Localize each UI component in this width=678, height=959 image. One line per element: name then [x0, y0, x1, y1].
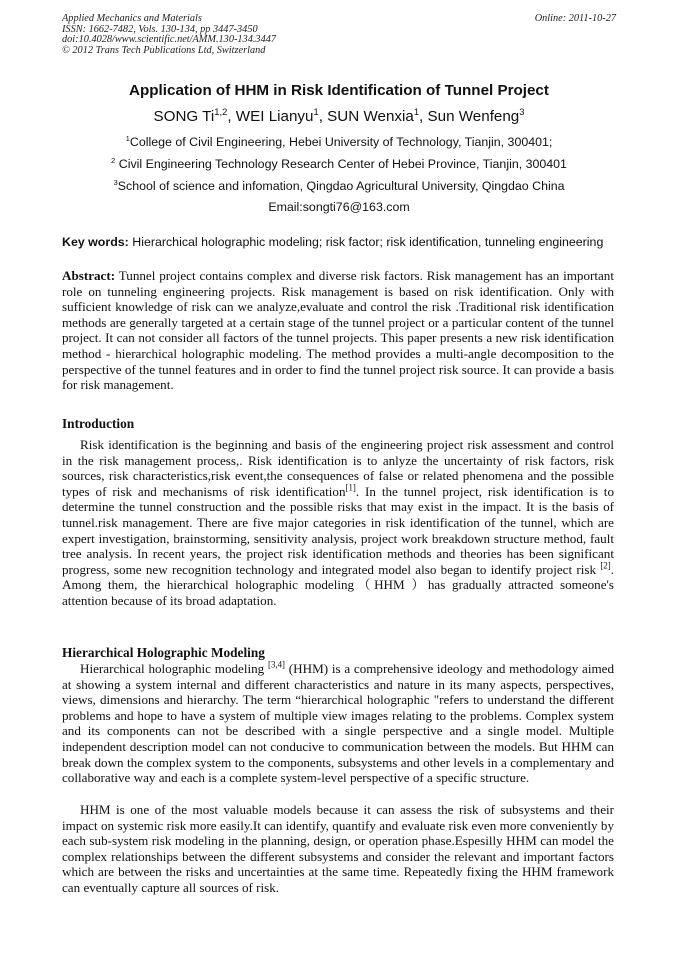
hhm-text: (HHM) is a comprehensive ideology and methodology aimed at showing a system internal and different characteristics and nature in its many aspects, perspectives, views, dimensions and hierarchy. The term “hierarchical holographic "refers to understand the different problems and hope to have a system of multiple view images relating to the problems. Complex system and its components can not be described with a single perspective and a single model. Multiple independent description model can not conducive to communication between the models. But HHM can break down the complex system to the components, subsystems and other levels in a complementary and collaborative way and each is a complete system-level perspective of a specific structure.: [62, 661, 615, 786]
affil-text: Civil Engineering Technology Research Center of Hebei Province, Tianjin, 300401: [118, 157, 567, 171]
online-date: Online: 2011-10-27: [534, 13, 616, 24]
intro-text: . Among them, the hierarchical holographic modeling（HHM ）has gradually attracted someone's attention because of its broad adaptation.: [62, 561, 614, 608]
introduction-paragraph: [62, 437, 614, 609]
abstract-text: Tunnel project contains complex and diverse risk factors. Risk management has an important role on tunneling engineering projects. Risk management is based on risk identification. Only with sufficient knowledge of risk can we analyze,evaluate and control the risk .Traditional risk identification methods are generally targeted at a certain stage of the tunnel project or a particular content of the tunnel project. It can not consider all factors of the tunnel projects. This paper presents a new risk identification method - hierarchical holographic modeling. The method provides a multi-angle decomposition to the perspective of the tunnel features and in order to find the tunnel project risk source. It can provide a basis for risk management.: [62, 268, 614, 393]
intro-text: Risk identification is the beginning and basis of the engineering project risk assessment and control in the risk management process,. Risk identification is to anlyze the uncertainty of risk factors, risk sources, risk characteristics,risk event,the consequences of false or related phenomena and the possible types of risk and mechanisms of risk identification: [62, 437, 614, 499]
affiliation-3: [0, 179, 678, 193]
hhm-paragraph-1: [62, 661, 614, 786]
keywords-text: Hierarchical holographic modeling; risk factor; risk identification, tunneling engineering: [132, 235, 604, 249]
email: Email:songti76@163.com: [268, 200, 410, 214]
keywords-label: Key words:: [62, 235, 129, 249]
copyright-line: © 2012 Trans Tech Publications Ltd, Switzerland: [62, 44, 266, 56]
abstract-label: Abstract:: [62, 268, 116, 283]
keywords: [62, 235, 622, 249]
citation-2: [2]: [600, 560, 611, 571]
author-affil-sup: 1: [313, 105, 319, 117]
journal-name: Applied Mechanics and Materials: [62, 13, 202, 24]
affiliation-2: [0, 157, 678, 171]
affil-sup: 1: [125, 133, 130, 143]
affil-text: College of Civil Engineering, Hebei University of Technology, Tianjin, 300401;: [129, 135, 553, 149]
affil-text: School of science and infomation, Qingdao Agricultural University, Qingdao China: [117, 179, 565, 193]
doi-line: doi:10.4028/www.scientific.net/AMM.130-134.3447: [62, 34, 277, 46]
journal-header: [62, 14, 616, 56]
affil-sup: 3: [113, 177, 118, 187]
author-separator: ,: [419, 108, 428, 125]
section-heading-introduction: Introduction: [62, 416, 135, 431]
hhm-text: Hierarchical holographic modeling: [80, 661, 268, 676]
affiliation-1: [0, 135, 678, 149]
hhm-paragraph-2: [62, 802, 614, 896]
hhm-text: HHM is one of the most valuable models because it can assess the risk of subsystems and their impact on systemic risk more easily.It can identify, quantify and evaluate risk even more conveniently by each sub-system risk modeling in the planning, design, or operation phase.Espesilly HHM can model the complex relationships between the different subsystems and consider the relevant and important factors which are between the risks and uncertainties at the same time. Repeatedly fixing the HHM framework can eventually capture all sources of risk.: [62, 802, 614, 895]
intro-text: . In the tunnel project, risk identification is to determine the tunnel construction and the possible risks that may exist in the impact. It is the basis of tunnel.risk management. There are five major categories in risk identification of the tunnel, which are expert investigation, brainstorming, sensitivity analysis, project work breakdown structure method, fault tree analysis. In recent years, the project risk identification methods and theories has been significant progress, some new recognition technology and integrated model also began to identify project risk: [62, 483, 614, 577]
section-heading-hhm: Hierarchical Holographic Modeling: [62, 645, 265, 660]
author-name: SUN Wenxia: [327, 108, 414, 125]
author-separator: ,: [318, 108, 328, 125]
author-list: [0, 105, 678, 125]
abstract: [62, 268, 614, 393]
author-name: WEI Lianyu: [235, 108, 314, 125]
paper-title: Application of HHM in Risk Identification of Tunnel Project: [129, 82, 549, 99]
citation-1: [1]: [345, 482, 356, 493]
issn-line: ISSN: 1662-7482, Vols. 130-134, pp 3447-3450: [62, 23, 258, 35]
author-name: Sun Wenfeng: [427, 108, 520, 125]
citation-3-4: [3,4]: [267, 659, 286, 670]
author-affil-sup: 3: [519, 105, 525, 117]
author-affil-sup: 1,2: [214, 105, 228, 117]
author-separator: ,: [227, 108, 236, 125]
author-affil-sup: 1: [413, 105, 420, 117]
author-name: SONG Ti: [153, 108, 215, 125]
affil-sup: 2: [111, 155, 116, 165]
